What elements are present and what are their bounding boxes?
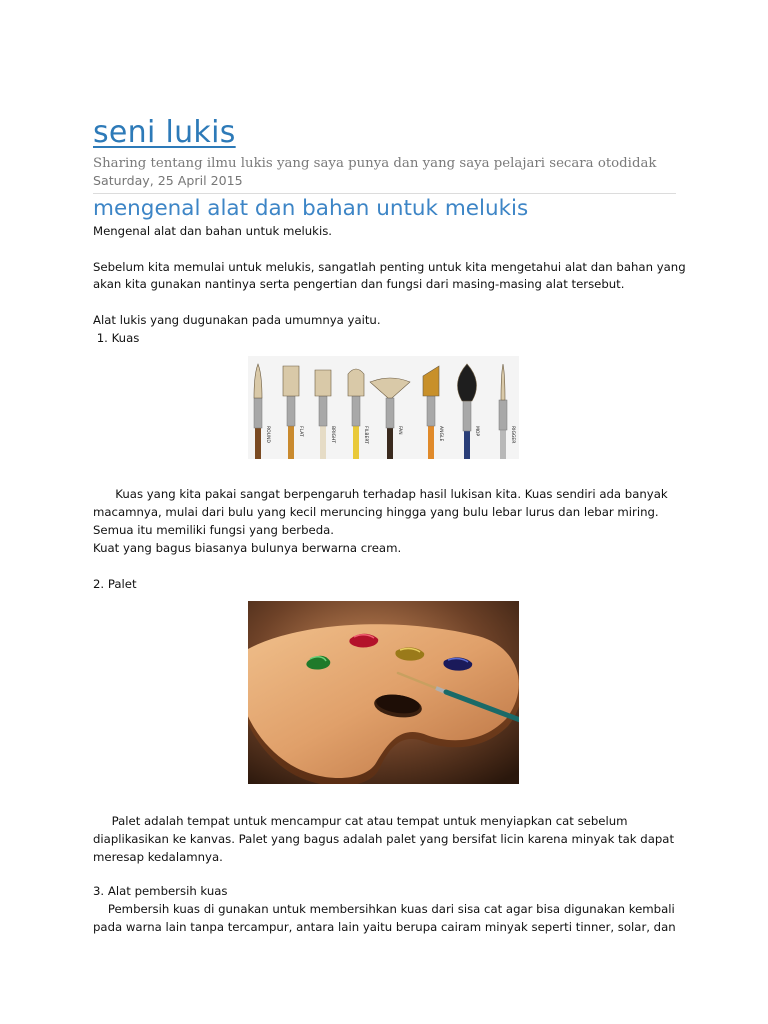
brush-label: FILBERT	[363, 426, 368, 444]
section-heading-kuas: 1. Kuas	[93, 331, 140, 345]
brush-head	[348, 369, 364, 396]
paragraph-line: pada warna lain tanpa tercampur, antara lain yaitu berupa cairam minyak seperti tinner, solar, dan	[93, 920, 676, 934]
brush-ferrule	[254, 398, 262, 428]
paragraph-line: Kuas yang kita pakai sangat berpengaruh terhadap hasil lukisan kita. Kuas sendiri ada banyak	[93, 487, 668, 501]
brush-label: MOP	[474, 426, 479, 437]
intro-paragraph: Mengenal alat dan bahan untuk melukis.	[93, 224, 333, 238]
brush-label: RIGGER	[510, 426, 515, 444]
brushes-image	[248, 356, 519, 459]
brush-ferrule	[319, 396, 327, 426]
paragraph-line: diaplikasikan ke kanvas. Palet yang bagus adalah palet yang bersifat licin karena minyak tak dapat	[93, 832, 675, 846]
paragraph-line: akan kita gunakan nantinya serta pengertian dan fungsi dari masing-masing alat tersebut.	[93, 277, 625, 291]
brush-head	[283, 366, 299, 396]
palette-illustration	[248, 601, 519, 784]
brush-head	[423, 366, 439, 396]
brushes-illustration	[248, 356, 519, 459]
brush-label: FAN	[397, 426, 402, 435]
brush-handle	[288, 426, 294, 459]
paragraph-line: Pembersih kuas di gunakan untuk membersihkan kuas dari sisa cat agar bisa digunakan kembali	[93, 902, 675, 916]
brush-handle	[464, 431, 470, 459]
brush-label: BRIGHT	[330, 426, 335, 444]
brush-head	[458, 364, 477, 401]
paragraph-line: Kuat yang bagus biasanya bulunya berwarna cream.	[93, 541, 402, 555]
brush-ferrule	[427, 396, 435, 426]
brush-ferrule	[352, 396, 360, 426]
paragraph-line: macamnya, mulai dari bulu yang kecil meruncing hingga yang bulu lebar lurus dan lebar miring.	[93, 505, 659, 519]
paragraph-line: Semua itu memiliki fungsi yang berbeda.	[93, 523, 335, 537]
brush-label: ROUND	[265, 426, 270, 443]
brush-handle	[320, 426, 326, 459]
brush-ferrule	[386, 398, 394, 428]
brush-head	[315, 370, 331, 396]
brush-handle	[428, 426, 434, 459]
brush-head	[501, 364, 505, 400]
brush-ferrule	[287, 396, 295, 426]
paragraph-line: meresap kedalamnya.	[93, 850, 223, 864]
section-heading-pembersih: 3. Alat pembersih kuas	[93, 884, 228, 898]
brush-handle	[255, 428, 261, 459]
brush-ferrule	[499, 400, 507, 430]
blog-description: Sharing tentang ilmu lukis yang saya punya dan yang saya pelajari secara otodidak	[93, 156, 657, 171]
paragraph-line: Palet adalah tempat untuk mencampur cat atau tempat untuk menyiapkan cat sebelum	[93, 814, 628, 828]
brush-handle	[387, 428, 393, 459]
brush-ferrule	[463, 401, 471, 431]
paragraph-line: Sebelum kita memulai untuk melukis, sangatlah penting untuk kita mengetahui alat dan bahan yang	[93, 260, 686, 274]
paragraph-line: Alat lukis yang dugunakan pada umumnya yaitu.	[93, 313, 381, 327]
palette-image	[248, 601, 519, 784]
brush-label: FLAT	[298, 426, 303, 437]
brush-label: ANGLE	[438, 426, 443, 442]
post-date: Saturday, 25 April 2015	[93, 173, 243, 188]
brush-handle	[500, 430, 506, 459]
section-heading-palet: 2. Palet	[93, 577, 137, 591]
brush-handle	[353, 426, 359, 459]
post-title: mengenal alat dan bahan untuk melukis	[93, 196, 529, 221]
brush-head	[254, 364, 262, 398]
blog-title-link[interactable]: seni lukis	[93, 115, 236, 150]
brush-head	[370, 378, 410, 398]
